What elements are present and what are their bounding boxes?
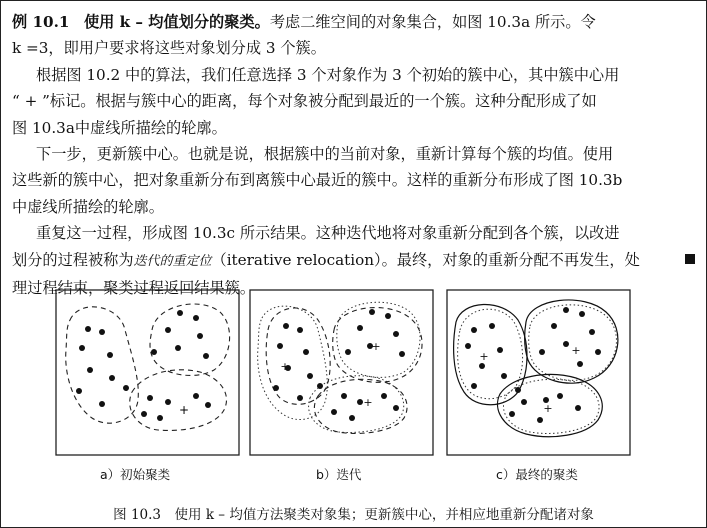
para4-line2a: 划分的过程被称为 [12,250,134,269]
data-point [489,323,495,329]
data-point [157,415,163,421]
cluster-a-bottom [130,370,227,431]
panel-a-frame [56,290,239,455]
cluster-center-marker: + [280,360,290,373]
cluster-b-bottom-new [314,379,407,433]
caption-c: c）最终的聚类 [496,467,578,482]
data-point [479,363,485,369]
data-point [147,395,153,401]
cluster-center-marker: + [363,396,373,409]
data-point [515,387,521,393]
data-point [471,327,477,333]
data-point [317,383,323,389]
cluster-center-marker: + [479,350,489,363]
data-point [85,326,91,332]
panel-c-points [465,307,601,423]
data-point [385,313,391,319]
data-point [537,417,543,423]
data-point [465,343,471,349]
data-point [501,373,507,379]
data-point [341,393,347,399]
data-point [551,323,557,329]
data-point [76,388,82,394]
cluster-c-right-old [529,305,617,381]
data-point [193,393,199,399]
para2-line1: 根据图 10.2 中的算法，我们任意选择 3 个对象作为 3 个初始的簇中心，其中簇中心用 [36,65,620,84]
example-line1: 考虑二维空间的对象集合，如图 10.3a 所示。令 [269,13,596,31]
data-point [203,353,209,359]
data-point [151,349,157,355]
data-point [79,345,85,351]
data-point [273,385,279,391]
data-point [177,310,183,316]
data-point [141,411,147,417]
cluster-c-right-final [525,300,618,383]
data-point [521,399,527,405]
data-point [283,323,289,329]
data-point [109,375,115,381]
data-point [297,395,303,401]
para3-line2: 这些新的簇中心，把对象重新分布到离簇中心最近的簇中。这样的重新分布形成了图 10.3b [12,171,623,190]
para2-line3: 图 10.3a中虚线所描绘的轮廓。 [12,118,227,137]
data-point [107,352,113,358]
data-point [575,405,581,411]
para3-line1: 下一步，更新簇中心。也就是说，根据簇中的当前对象，重新计算每个簇的均值。使用 [36,145,614,164]
data-point [349,415,355,421]
data-point [497,347,503,353]
data-point [197,333,203,339]
cluster-center-marker: + [178,403,190,417]
data-point [539,349,545,355]
data-point [331,409,337,415]
data-point [381,393,387,399]
data-point [357,325,363,331]
data-point [595,349,601,355]
para3-line3: 中虚线所描绘的轮廓。 [12,197,164,216]
data-point [345,349,351,355]
data-point [175,345,181,351]
caption-a: a）初始聚类 [100,467,171,482]
cluster-center-marker: + [571,344,581,357]
caption-b: b）迭代 [316,467,362,482]
data-point [399,351,405,357]
data-point [307,373,313,379]
data-point [357,399,363,405]
panel-c-final-clusters [454,300,618,437]
panel-c-old-clusters [458,305,617,434]
data-point [165,327,171,333]
data-point [369,309,375,315]
para4-line2b: （iterative relocation）。最终，对象的重新分配不再发生，处 [211,250,640,269]
data-point [99,329,105,335]
data-point [297,327,303,333]
para4-line3: 理过程结束，聚类过程返回结果簇。 [12,279,255,298]
data-point [205,402,211,408]
data-point [471,383,477,389]
figure-title: 图 10.3 使用 k – 均值方法聚类对象集；更新簇中心，并相应地重新分配诸对象 [113,507,594,523]
panel-a-points [76,310,211,421]
example-line2: k =3，即用户要求将这些对象划分成 3 个簇。 [12,39,326,58]
cluster-b-left-old [258,306,328,419]
data-point [393,331,399,337]
cluster-c-left-old [458,309,523,399]
data-point [87,367,93,373]
data-point [393,405,399,411]
example-label: 例 10.1 [12,13,70,31]
data-point [277,343,283,349]
term-iterative-relocation: 迭代的重定位 [133,253,212,269]
data-point [193,315,199,321]
panel-b-centers [280,340,380,409]
data-point [557,393,563,399]
example-title: 使用 k – 均值划分的聚类。 [83,13,270,31]
data-point [303,349,309,355]
cluster-a-right-top [150,304,230,375]
para2-line2: “ + ”标记。根据与簇中心的距离，每个对象被分配到最近的一个簇。这种分配形成了如 [12,92,597,111]
para4-line1: 重复这一过程，形成图 10.3c 所示结果。这种迭代地将对象重新分配到各个簇，以改进 [36,224,620,243]
data-point [577,361,583,367]
data-point [165,399,171,405]
data-point [123,385,129,391]
cluster-center-marker: + [371,340,381,353]
cluster-center-marker: + [543,402,553,415]
data-point [579,311,585,317]
data-point [509,411,515,417]
data-point [589,329,595,335]
data-point [563,307,569,313]
data-point [563,341,569,347]
data-point [99,401,105,407]
